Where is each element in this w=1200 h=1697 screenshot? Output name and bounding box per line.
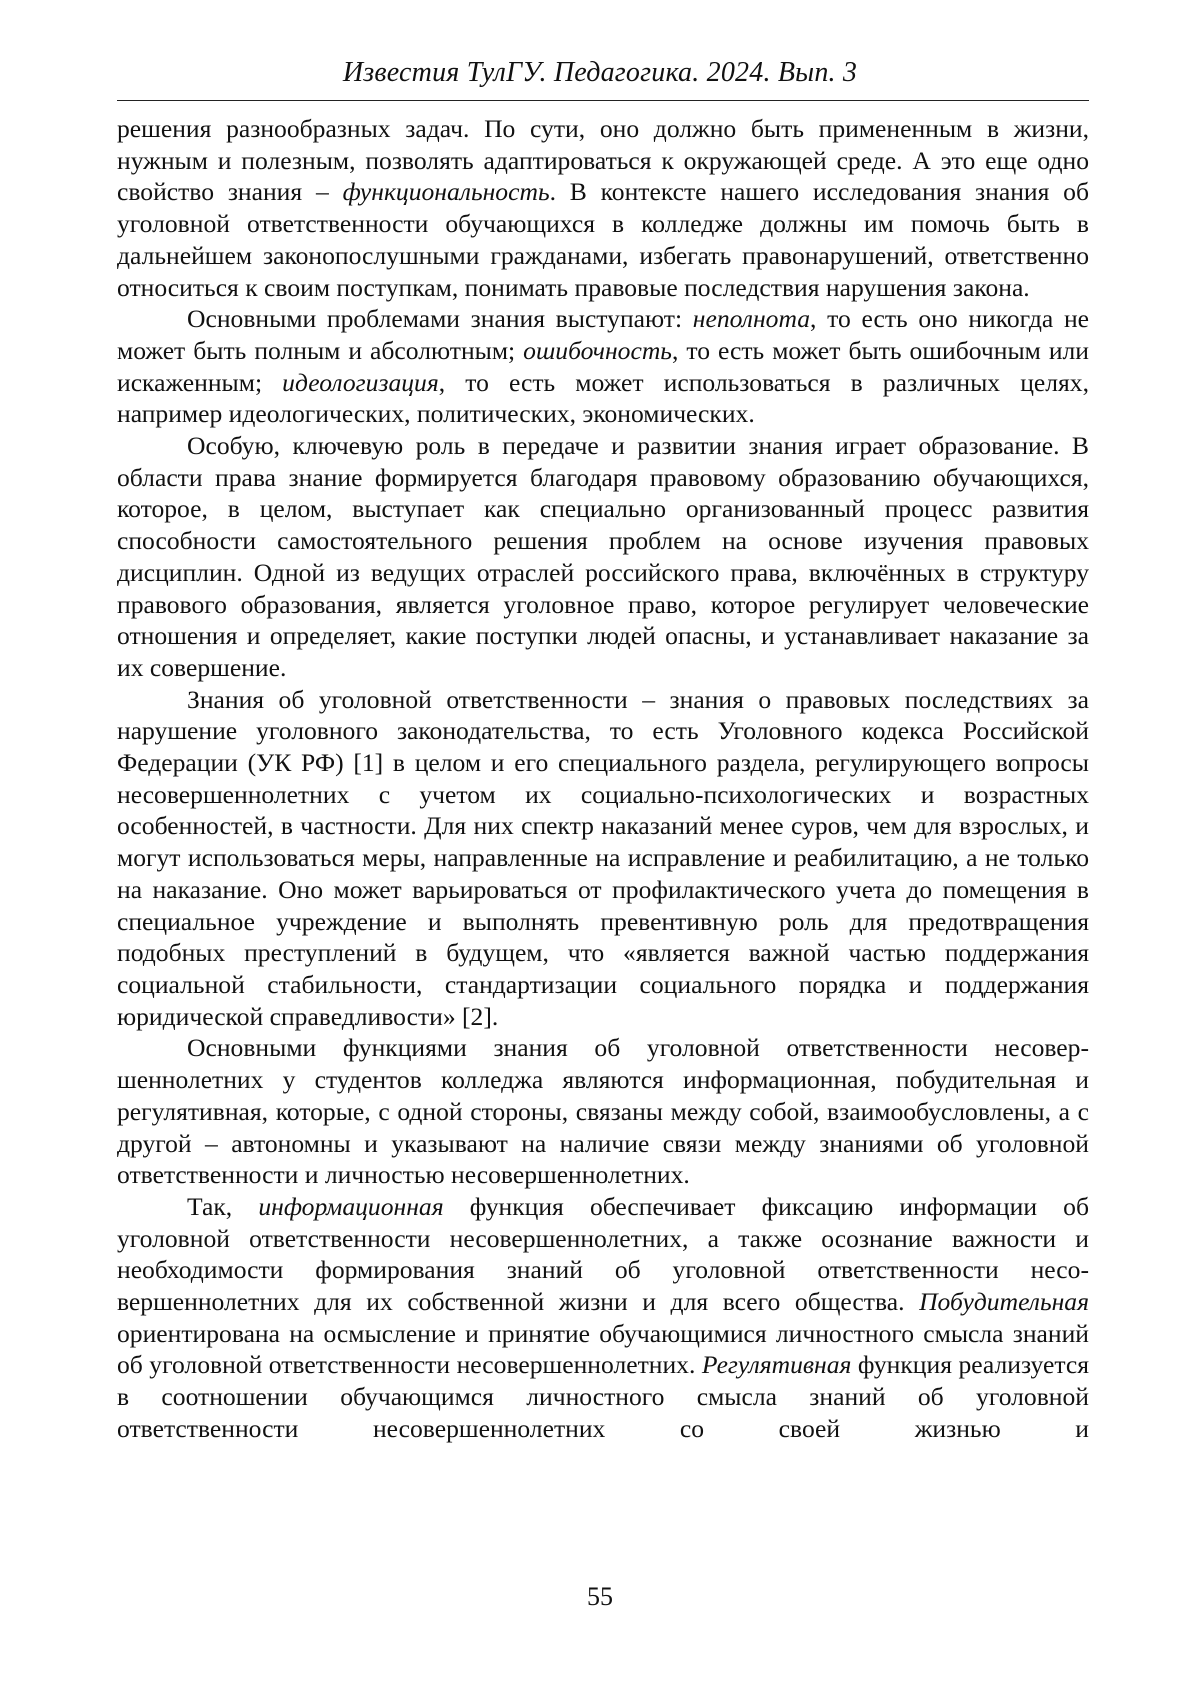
italic-term: идеологизация [282,367,439,397]
paragraph [117,1191,1089,1445]
text-run: Особую, ключевую роль в передаче и развитии знания играет образование. В области права знание формируется благодаря правовому образованию обучающихся, которое, в целом, выступает как специально организованный процесс развития способности самостоятельного решения проблем на основе изучения правовых дисциплин. Одной из ведущих отраслей российского права, включённых в структуру правового образования, является уголовное право, которое регулирует человеческие отношения и определяет, какие поступки людей опасны, и устанавливает наказание за их совершение. [117,431,1089,682]
paragraph [117,684,1089,1033]
paragraph [117,113,1089,303]
italic-term: функциональность [342,177,550,207]
paragraph [117,430,1089,684]
text-run: Основными проблемами знания выступают: [187,304,693,334]
italic-term: Побудительная [919,1287,1089,1317]
text-run: Так, [187,1191,259,1221]
article-body [117,113,1089,1445]
text-run: , то есть оно никогда не может быть полным и абсолютным; [117,304,1089,365]
paragraph [117,303,1089,430]
italic-term: неполнота [692,304,811,334]
italic-term: информационная [258,1191,444,1221]
italic-term: ошибочность [523,335,672,365]
header-rule [117,100,1089,101]
text-run: . В контексте нашего исследования знания об уголовной ответственности обучающихся в колледже должны им помочь быть в дальнейшем законопослушными гражданами, избегать правонарушений, ответственно относиться к своим поступкам, понимать правовые последствия нарушения закона. [117,177,1089,302]
text-run: , то есть может использоваться в различных целях, например идеологических, политических, экономических. [117,367,1089,429]
text-run: Основными функциями знания об уголовной ответственности несовершеннолетних у студентов колледжа являются информационная, побудительная и регулятивная, которые, с одной стороны, связаны между собой, взаимообусловлены, а с другой – автономны и указывают на наличие связи между знаниями об уголовной ответственности и личностью несовершеннолетних. [117,1033,1089,1190]
paragraph [117,1032,1089,1191]
text-run: , то есть может быть ошибочным или искаженным; [117,335,1089,397]
text-run: функция реализуется в соотношении обучающимся личностного смысла знаний об уголовной ответственности несовершеннолетних со своей жизнью и [117,1350,1089,1443]
page-number: 55 [587,1582,613,1611]
text-run: Знания об уголовной ответственности – знания о правовых последствиях за нарушение уголовного законодательства, то есть Уголовного кодекса Российской Федерации (УК РФ) [1] в целом и его специального раздела, регулирующего вопросы несовершеннолетних с учетом их социально-психологических и возрастных особенностей, в частности. Для них спектр наказаний менее суров, чем для взрослых, и могут использоваться меры, направленные на исправление и реабилитацию, а не только на наказание. Оно может варьироваться от профилактического учета до помещения в специальное учреждение и выполнять превентивную роль для предотвращения подобных преступлений в будущем, что «является важной частью поддержания социальной стабильности, стандартизации социального порядка и поддержания юридической справедливости» [2]. [117,684,1089,1031]
running-head: Известия ТулГУ. Педагогика. 2024. Вып. 3 [342,57,858,88]
text-run: функция обеспечивает фиксацию информации об уголовной ответственности несовершеннолетних, а также осознание важности и необходимости формирования знаний об уголовной ответственности несовершеннолетних для их собственной жизни и для всего общества. [117,1191,1089,1317]
text-run: ориентирована на осмысление и принятие обучающимися личностного смысла знаний об уголовной ответственности несовершеннолетних. [117,1318,1089,1380]
text-run: решения разнообразных задач. По сути, оно должно быть примененным в жизни, нужным и полезным, позволять адаптироваться к окружающей среде. А это еще одно свойство знания – [117,114,1089,207]
italic-term: Регулятивная [701,1350,852,1380]
